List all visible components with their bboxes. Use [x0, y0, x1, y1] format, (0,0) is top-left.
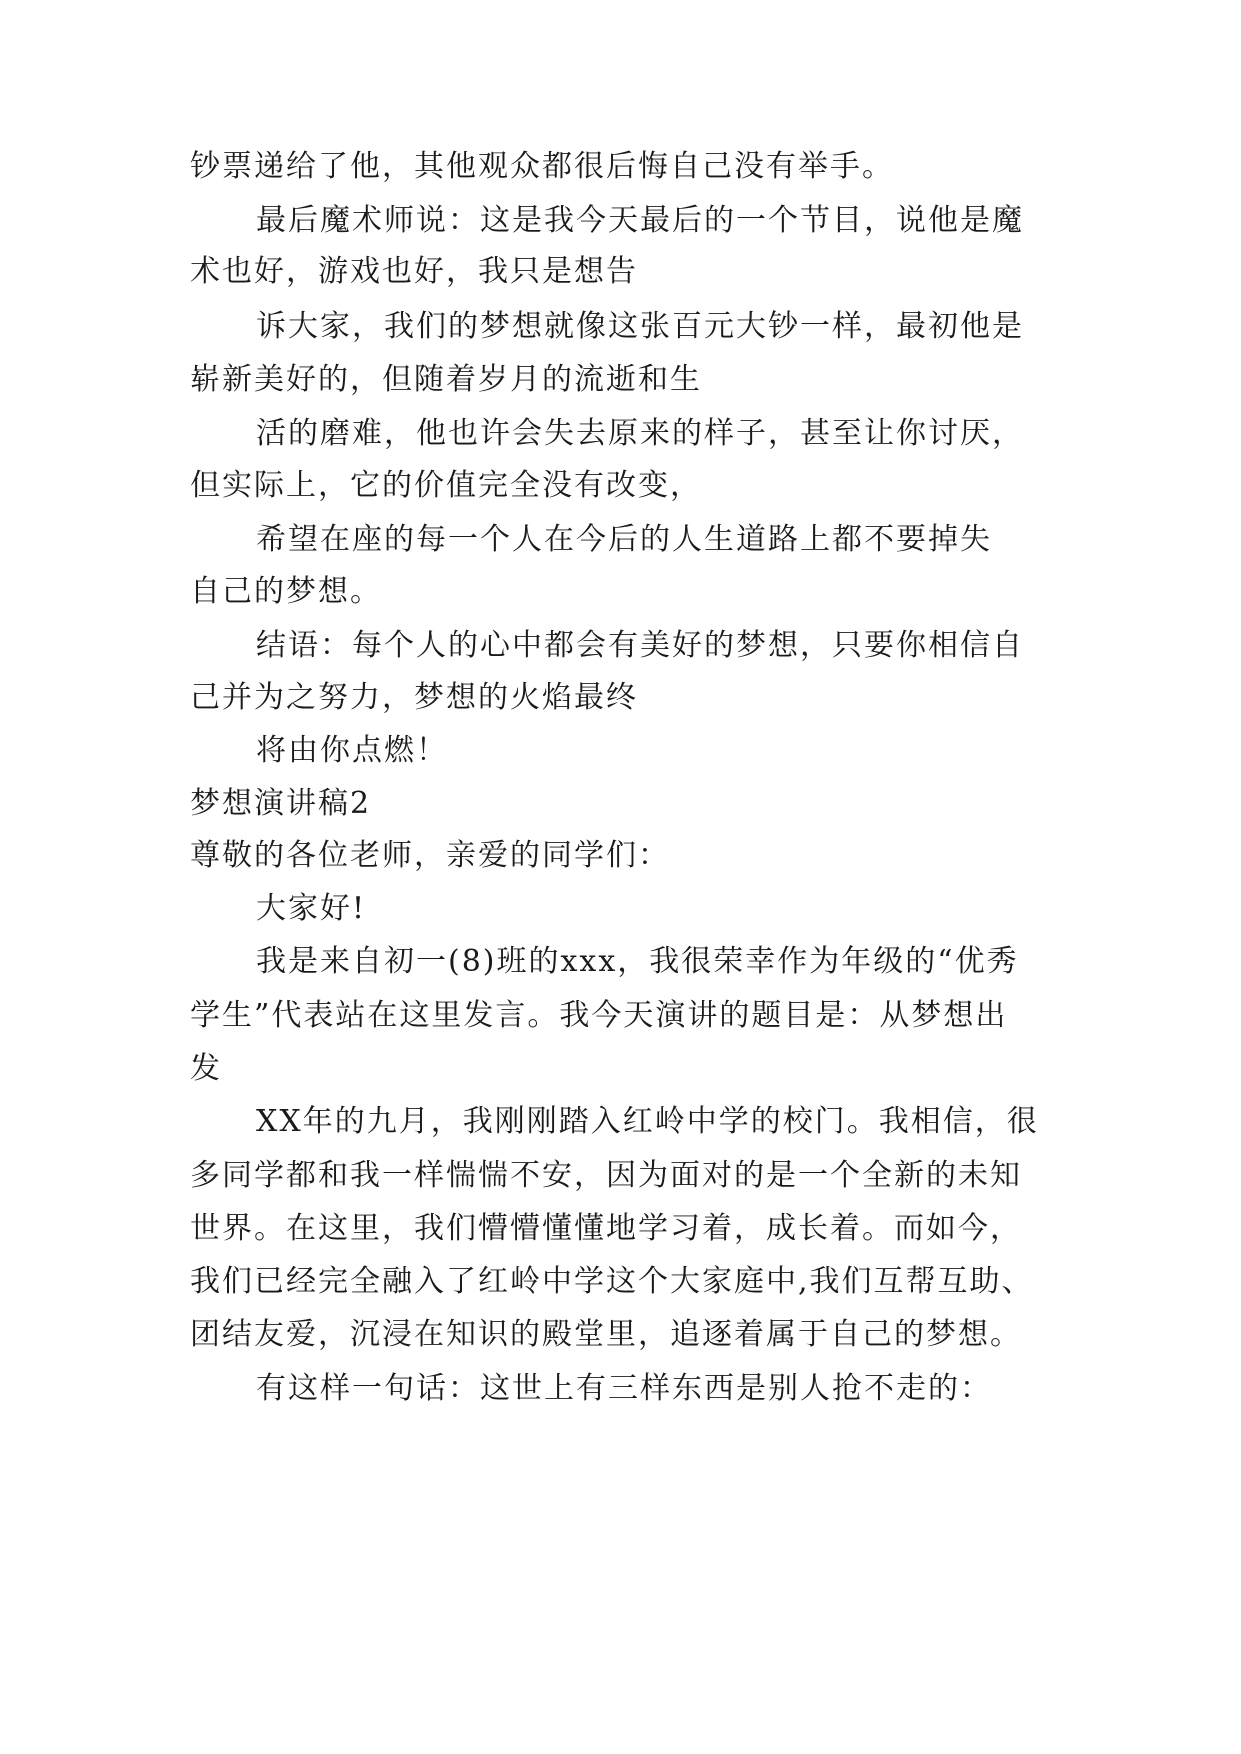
text-line: 但实际上，它的价值完全没有改变， — [190, 468, 702, 503]
text-line: 己并为之努力，梦想的火焰最终 — [190, 680, 638, 715]
text-line: 术也好，游戏也好，我只是想告 — [190, 254, 638, 289]
text-line: 自己的梦想。 — [190, 574, 382, 609]
text-line: 团结友爱，沉浸在知识的殿堂里，追逐着属于自己的梦想。 — [190, 1317, 1022, 1352]
text-line: 诉大家，我们的梦想就像这张百元大钞一样，最初他是 — [256, 309, 1024, 344]
text-line: 结语：每个人的心中都会有美好的梦想，只要你相信自 — [256, 628, 1024, 663]
text-line: XX年的九月，我刚刚踏入红岭中学的校门。我相信，很 — [256, 1104, 1039, 1139]
text-line: 希望在座的每一个人在今后的人生道路上都不要掉失 — [256, 522, 992, 557]
greeting: 大家好! — [256, 891, 367, 926]
text-line: 将由你点燃！ — [256, 733, 448, 768]
text-line: 有这样一句话：这世上有三样东西是别人抢不走的： — [256, 1371, 992, 1406]
salutation: 尊敬的各位老师，亲爱的同学们： — [190, 838, 670, 873]
text-line: 发 — [190, 1051, 222, 1086]
text-line: 我是来自初一(8)班的xxx，我很荣幸作为年级的“优秀 — [256, 944, 1019, 979]
text-line: 多同学都和我一样惴惴不安，因为面对的是一个全新的未知 — [190, 1158, 1022, 1193]
text-line: 活的磨难，他也许会失去原来的样子，甚至让你讨厌， — [256, 416, 1024, 451]
text-line: 最后魔术师说：这是我今天最后的一个节目，说他是魔 — [256, 203, 1024, 238]
text-line: 学生”代表站在这里发言。我今天演讲的题目是：从梦想出 — [190, 998, 1008, 1033]
section-title: 梦想演讲稿2 — [190, 786, 372, 821]
text-line: 世界。在这里，我们懵懵懂懂地学习着，成长着。而如今， — [190, 1211, 1022, 1246]
text-line: 钞票递给了他，其他观众都很后悔自己没有举手。 — [190, 149, 894, 184]
text-line: 我们已经完全融入了红岭中学这个大家庭中,我们互帮互助、 — [190, 1264, 1034, 1299]
text-line: 崭新美好的，但随着岁月的流逝和生 — [190, 362, 702, 397]
